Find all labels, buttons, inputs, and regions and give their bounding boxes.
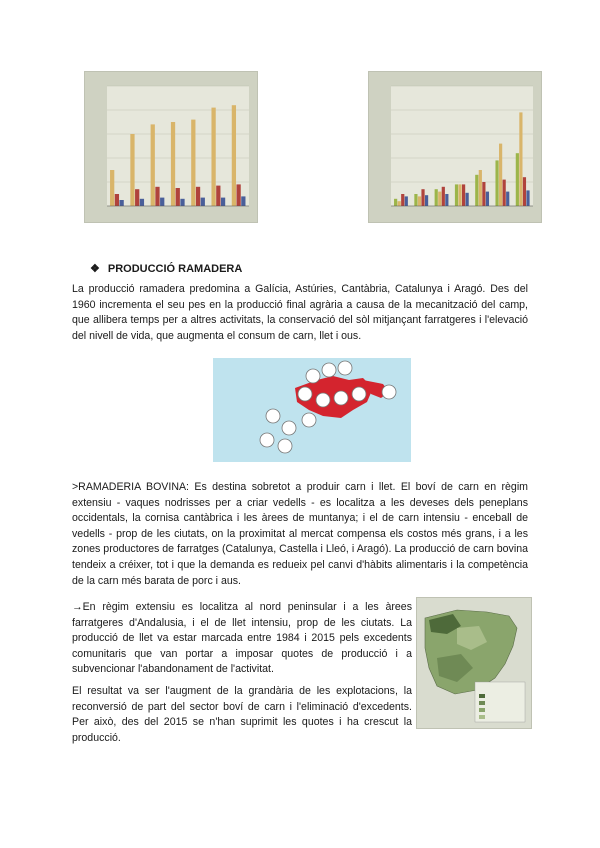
bar-s3-2 xyxy=(421,189,424,206)
bar-s3-3 xyxy=(160,198,164,206)
bird-icon-2 xyxy=(260,433,274,447)
bar-s1-1 xyxy=(110,170,114,206)
pig-icon xyxy=(322,363,336,377)
bar-s2-6 xyxy=(499,144,502,206)
bird-icon xyxy=(266,409,280,423)
bar-s4-7 xyxy=(526,190,529,206)
extensiu-paragraph: →En règim extensiu es localitza al nord peninsular i a les àrees farratgeres d'Andalusia, i el de llet intensiu, prop de les ciutats. La producció de llet va estar marcada entre 1984 i 2015 pels excedents comunitaris que van portar a imposar quotes de producció i a subvencionar l'abandonament de l'activitat. xyxy=(72,601,412,676)
spain-map-photo xyxy=(416,597,532,729)
bar-s4-3 xyxy=(445,194,448,206)
bar-s2-2 xyxy=(418,196,421,206)
livestock-map-illustration xyxy=(213,358,411,462)
bar-s1-6 xyxy=(211,108,215,206)
bar-s2-1 xyxy=(398,201,401,206)
bar-s1-7 xyxy=(232,105,236,206)
spain-map-svg xyxy=(417,598,531,728)
bar-s1-6 xyxy=(495,160,498,206)
bar-s1-3 xyxy=(435,189,438,206)
bar-s2-4 xyxy=(458,184,461,206)
bar-chart-left xyxy=(85,72,257,222)
bar-s3-5 xyxy=(201,198,205,206)
resultat-paragraph: El resultat va ser l'augment de la grandària de les explotacions, la reconversió de part del sector boví de carn i l'eliminació d'excedents. Per això, des del 2015 se n'han suprimit les quotes i ha crescut la producció. xyxy=(72,685,412,744)
goat-icon xyxy=(298,387,312,401)
pig-icon-3 xyxy=(382,385,396,399)
bar-s3-3 xyxy=(442,187,445,206)
bar-s2-3 xyxy=(155,187,159,206)
bar-s3-7 xyxy=(241,196,245,206)
bar-s1-3 xyxy=(151,124,155,206)
bar-s3-6 xyxy=(503,180,506,206)
bar-s3-4 xyxy=(462,184,465,206)
bar-s3-5 xyxy=(482,182,485,206)
section-heading xyxy=(90,262,242,275)
bar-s1-2 xyxy=(414,194,417,206)
bar-s3-2 xyxy=(140,199,144,206)
bar-s1-2 xyxy=(130,134,134,206)
bar-s1-5 xyxy=(191,120,195,206)
bar-s1-4 xyxy=(455,184,458,206)
bar-s3-1 xyxy=(401,194,404,206)
bar-s3-6 xyxy=(221,198,225,206)
diamond-bullet-icon: ❖ xyxy=(90,263,100,275)
bar-s1-1 xyxy=(394,199,397,206)
bar-s4-2 xyxy=(425,195,428,206)
cow-icon xyxy=(306,369,320,383)
cow-icon-2 xyxy=(316,393,330,407)
bar-s1-4 xyxy=(171,122,175,206)
bar-s2-2 xyxy=(135,189,139,206)
bovina-paragraph: >RAMADERIA BOVINA: Es destina sobretot a produir carn i llet. El boví de carn en règim extensiu - vaques nodrisses per a criar vedells - es localitza a les deveses dels peneplans occidentals, la cornisa cantàbrica i les àrees de muntanya; i el de carn intensiu - enceball de vedells - prop de les ciutats, on la proximitat al mercat compensa els costos més grans, i a les zones productores de farratges (Catalunya, Castella i Lleó, i Aragó). La producció de carn bovina tendeix a créixer, tot i que la demanda es redueix pel canvi d'hàbits alimentaris i la competència de la carn més barata de porc i aus. xyxy=(72,481,528,587)
bar-s2-5 xyxy=(196,187,200,206)
bar-s2-7 xyxy=(519,112,522,206)
bar-s2-4 xyxy=(176,188,180,206)
bar-s2-3 xyxy=(438,192,441,206)
cow-icon-3 xyxy=(302,413,316,427)
bar-s3-1 xyxy=(120,200,124,206)
bar-chart-photo-left xyxy=(84,71,258,223)
bar-s4-4 xyxy=(466,193,469,206)
bar-s4-1 xyxy=(405,196,408,206)
bar-chart-photo-right xyxy=(368,71,542,223)
intro-paragraph: La producció ramadera predomina a Galícia, Astúries, Cantàbria, Catalunya i Aragó. Des del 1960 incrementa el seu pes en la producció final agrària a causa de la mecanització del camp, que allibera temps per a altres activitats, la conservació del sòl mitjançant farratgeres i l'elevació del nivell de vida, que augmenta el consum de carn, llet i ous. xyxy=(72,283,528,342)
sheep-icon-2 xyxy=(352,387,366,401)
bar-s1-5 xyxy=(475,175,478,206)
bar-chart-right xyxy=(369,72,541,222)
pig-icon-2 xyxy=(334,391,348,405)
section-heading-text: PRODUCCIÓ RAMADERA xyxy=(107,262,243,275)
sheep-icon-3 xyxy=(282,421,296,435)
bar-s2-1 xyxy=(115,194,119,206)
livestock-map-svg xyxy=(213,358,411,462)
bar-s2-6 xyxy=(216,186,220,206)
bar-s3-7 xyxy=(523,177,526,206)
bar-s1-7 xyxy=(516,153,519,206)
bar-s2-7 xyxy=(236,184,240,206)
sheep-icon xyxy=(338,361,352,375)
bar-s4-5 xyxy=(486,192,489,206)
bar-s2-5 xyxy=(479,170,482,206)
goat-icon-2 xyxy=(278,439,292,453)
bar-s4-6 xyxy=(506,192,509,206)
bar-s3-4 xyxy=(180,199,184,206)
